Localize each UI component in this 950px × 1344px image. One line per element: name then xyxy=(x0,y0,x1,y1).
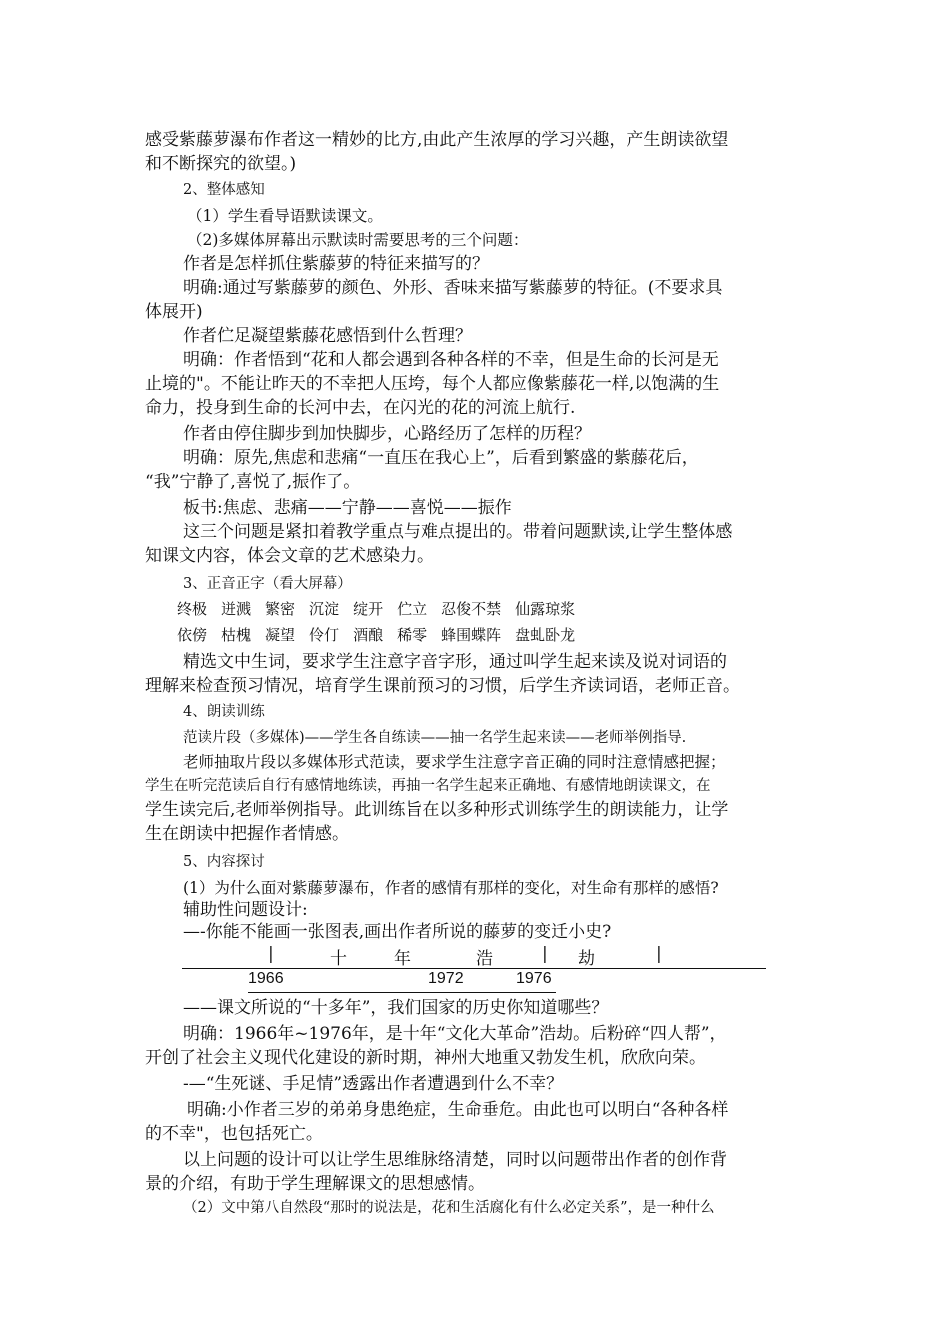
paragraph-line: 理解来检查预习情况，培育学生课前预习的习惯，后学生齐读词语，老师正音。 xyxy=(145,676,740,696)
vocab-row xyxy=(177,624,589,645)
paragraph-line: (1）为什么面对紫藤萝瀑布，作者的感情有那样的变化，对生命有那样的感悟? xyxy=(183,879,719,897)
vocab-word: 伶仃 xyxy=(309,626,340,644)
timeline-mark: | xyxy=(542,944,548,964)
paragraph-line: 和不断探究的欲望。) xyxy=(145,154,297,174)
paragraph-line: 作者由停住脚步到加快脚步，心路经历了怎样的历程？ xyxy=(183,424,591,444)
paragraph-line: -—“生死谜、手足情”透露出作者遭遇到什么不幸？ xyxy=(183,1074,564,1094)
paragraph-line: 板书:焦虑、悲痛——宁静——喜悦——振作 xyxy=(183,498,512,518)
paragraph-line: 生在朗读中把握作者情感。 xyxy=(145,824,349,844)
paragraph-line: —-你能不能画一张图表,画出作者所说的藤萝的变迁小史? xyxy=(183,922,612,942)
timeline-year: 1972 xyxy=(428,970,464,987)
paragraph-line: 感受紫藤萝瀑布作者这一精妙的比方,由此产生浓厚的学习兴趣，产生朗读欲望 xyxy=(145,130,729,150)
vocab-word: 忍俊不禁 xyxy=(441,600,502,618)
paragraph-line: 作者是怎样抓住紫藤萝的特征来描写的？ xyxy=(183,254,489,274)
section-heading: 3、正音正字（看大屏幕） xyxy=(183,576,352,592)
paragraph-line: 命力，投身到生命的长河中去，在闪光的花的河流上航行. xyxy=(145,398,576,418)
timeline-mark: 劫 xyxy=(578,949,595,969)
vocab-word: 凝望 xyxy=(265,626,296,644)
paragraph-line: 明确：原先,焦虑和悲痛“一直压在我心上”，后看到繁盛的紫藤花后， xyxy=(183,448,699,468)
paragraph-line: （1）学生看导语默读课文。 xyxy=(187,207,383,225)
vocab-row xyxy=(177,598,589,619)
vocab-word: 枯槐 xyxy=(221,626,252,644)
timeline-chart xyxy=(182,944,766,969)
timeline-year: 1966 xyxy=(248,970,284,987)
paragraph-line: ——课文所说的“十多年”，我们国家的历史你知道哪些？ xyxy=(183,998,609,1018)
paragraph-line: 开创了社会主义现代化建设的新时期，神州大地重又勃发生机，欣欣向荣。 xyxy=(145,1048,706,1068)
timeline-year: 1976 xyxy=(516,970,552,987)
vocab-word: 稀零 xyxy=(397,626,428,644)
vocab-word: 仙露琼浆 xyxy=(515,600,576,618)
timeline-mark: 十 xyxy=(330,949,347,969)
timeline-mark: | xyxy=(268,944,274,964)
paragraph-line: 范读片段（多媒体)——学生各自练读——抽一名学生起来读——老师举例指导. xyxy=(183,730,687,746)
vocab-word: 沉淀 xyxy=(309,600,340,618)
timeline-year-underline xyxy=(248,992,556,993)
paragraph-line: 学生读完后,老师举例指导。此训练旨在以多种形式训练学生的朗读能力，让学 xyxy=(145,800,729,820)
timeline-mark: 浩 xyxy=(476,949,493,969)
paragraph-line: （2）文中第八自然段“那时的说法是，花和生活腐化有什么必定关系”，是一种什么 xyxy=(183,1200,715,1216)
paragraph-line: 明确：作者悟到“花和人都会遇到各种各样的不幸，但是生命的长河是无 xyxy=(183,350,719,370)
vocab-word: 繁密 xyxy=(265,600,296,618)
paragraph-line: 明确：1966年~1976年，是十年“文化大革命”浩劫。后粉碎“四人帮”， xyxy=(183,1024,727,1044)
paragraph-line: 辅助性问题设计: xyxy=(183,900,308,920)
vocab-word: 伫立 xyxy=(397,600,428,618)
vocab-word: 迸溅 xyxy=(221,600,252,618)
paragraph-line: （2)多媒体屏幕出示默读时需要思考的三个问题： xyxy=(187,231,529,249)
paragraph-line: 景的介绍，有助于学生理解课文的思想感情。 xyxy=(145,1174,485,1194)
paragraph-line: 学生在听完范读后自行有感情地练读，再抽一名学生起来正确地、有感情地朗读课文，在 xyxy=(145,778,711,794)
section-heading: 5、内容探讨 xyxy=(183,854,265,870)
timeline-mark: 年 xyxy=(394,949,411,969)
paragraph-line: 老师抽取片段以多媒体形式范读，要求学生注意字音正确的同时注意情感把握； xyxy=(183,753,726,771)
paragraph-line: 体展开) xyxy=(145,302,203,322)
paragraph-line: 这三个问题是紧扣着教学重点与难点提出的。带着问题默读,让学生整体感 xyxy=(183,522,733,542)
vocab-word: 盘虬卧龙 xyxy=(515,626,576,644)
vocab-word: 终极 xyxy=(177,600,208,618)
paragraph-line: 明确:通过写紫藤萝的颜色、外形、香味来描写紫藤萝的特征。(不要求具 xyxy=(183,278,723,298)
vocab-word: 依傍 xyxy=(177,626,208,644)
vocab-word: 绽开 xyxy=(353,600,384,618)
paragraph-line: 的不幸"，也包括死亡。 xyxy=(145,1124,323,1144)
vocab-word: 蜂围蝶阵 xyxy=(441,626,502,644)
paragraph-line: 止境的"。不能让昨天的不幸把人压垮，每个人都应像紫藤花一样,以饱满的生 xyxy=(145,374,720,394)
section-heading: 4、朗读训练 xyxy=(183,704,265,720)
paragraph-line: “我”宁静了,喜悦了,振作了。 xyxy=(145,472,361,492)
paragraph-line: 知课文内容，体会文章的艺术感染力。 xyxy=(145,546,434,566)
paragraph-line: 作者伫足凝望紫藤花感悟到什么哲理？ xyxy=(183,326,472,346)
paragraph-line: 精选文中生词，要求学生注意字音字形，通过叫学生起来读及说对词语的 xyxy=(183,652,727,672)
vocab-word: 酒酿 xyxy=(353,626,384,644)
timeline-mark: | xyxy=(656,944,662,964)
section-heading: 2、整体感知 xyxy=(183,182,265,198)
paragraph-line: 以上问题的设计可以让学生思维脉络清楚，同时以问题带出作者的创作背 xyxy=(183,1150,727,1170)
paragraph-line: 明确:小作者三岁的弟弟身患绝症，生命垂危。由此也可以明白“各种各样 xyxy=(187,1100,729,1120)
